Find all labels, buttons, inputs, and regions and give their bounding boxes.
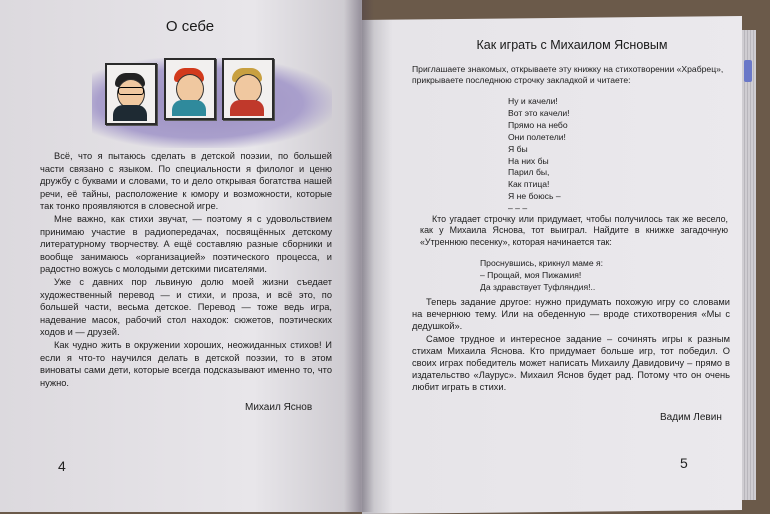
portrait-man-glasses-icon <box>105 63 157 125</box>
paragraph: Всё, что я пытаюсь сделать в детской поэзии, по большей части связано с языком. По специальности я филолог и ценю дружбу с буквами и словами, то и дело открывая богатства нашей речи, её тайны, расположение к юмору и возможности, которые так тонко проявляются в словесной игре. <box>40 151 332 212</box>
left-page-text <box>40 150 332 389</box>
portrait-child-icon <box>222 58 274 120</box>
poem-line: На них бы <box>508 155 549 166</box>
page-number-right: 5 <box>680 455 688 471</box>
left-page-title: О себе <box>165 18 215 35</box>
right-intro: Приглашаете знакомых, открываете эту книжку на стихотворении «Храбрец», прикрываете последнюю строчку закладкой и читаете: <box>412 64 724 86</box>
paragraph: Самое трудное и интересное задание – сочинять игры к разным стихам Михаила Яснова. Кто придумает больше игр, тот победил. О своих играх победитель может написать Михаилу Давидовичу – прямо в издательство «Лаурус». Михаил Яснов будет рад. Потому что он очень любит играть в стихи. <box>412 333 730 393</box>
paragraph: Как чудно жить в окружении хороших, неожиданных стихов! И если я что-то научился делать в детской поэзии, то в этом виноваты сами дети, которые всегда подсказывают именно то, что нужно. <box>40 339 332 388</box>
poem-line: Ну и качели! <box>508 96 558 106</box>
poem-line: – – – <box>508 203 528 214</box>
poem-line: Вот это качели! <box>508 107 570 118</box>
page-number-left: 4 <box>58 458 66 474</box>
poem-line: Я бы <box>508 143 528 154</box>
paragraph: Мне важно, как стихи звучат, — поэтому я с удовольствием принимаю участие в радиопередачах, посвящённых детскому литературному творчеству. А ещё составляю разные сборники и вообще занимаюсь «организацией» поэтического процесса, и радостно вожусь с молодыми детскими писателями. <box>40 213 332 275</box>
bookmark-tab <box>744 60 752 82</box>
right-signature: Вадим Левин <box>660 412 722 423</box>
poem-line: – Прощай, моя Пижамия! <box>480 269 582 280</box>
portrait-red-hair-icon <box>164 58 216 120</box>
poem-line: Как птица! <box>508 179 550 190</box>
poem-excerpt-2 <box>480 258 603 294</box>
right-page-title: Как играть с Михаилом Ясновым <box>476 38 668 52</box>
poem-line: Да здравствует Туфляндия!.. <box>480 281 596 292</box>
poem-line: Прямо на небо <box>508 119 568 130</box>
right-end-text <box>412 296 730 394</box>
gutter-shadow <box>344 0 374 512</box>
poem-line: Я не боюсь – <box>508 191 561 202</box>
poem-line: Проснувшись, крикнул маме я: <box>480 258 604 268</box>
left-signature: Михаил Яснов <box>245 402 313 413</box>
poem-excerpt-1 <box>508 96 570 215</box>
right-middle-text <box>420 214 728 248</box>
paragraph: Теперь задание другое: нужно придумать похожую игру со словами на вечернюю тему. Или на обеденную — вроде стихотворения «Мы с дедушкой». <box>412 297 730 332</box>
poem-line: Они полетели! <box>508 131 566 142</box>
poem-line: Парил бы, <box>508 167 550 178</box>
page-edges <box>742 30 756 500</box>
paragraph: Уже с давних пор львиную долю моей жизни съедает художественный перевод — и стихи, и проза, и всё это, по большей части, весьма детское. Перевод — тоже ведь игра, надевание масок, рабочий стол находок: сюжетов, поэтических ходов и — друзей. <box>40 276 332 338</box>
paragraph: Кто угадает строчку или придумает, чтобы получилось так же весело, как у Михаила Яснова, тот выиграл. Найдите в книжке загадочную «Утреннюю песенку», которая начинается так: <box>420 214 728 247</box>
